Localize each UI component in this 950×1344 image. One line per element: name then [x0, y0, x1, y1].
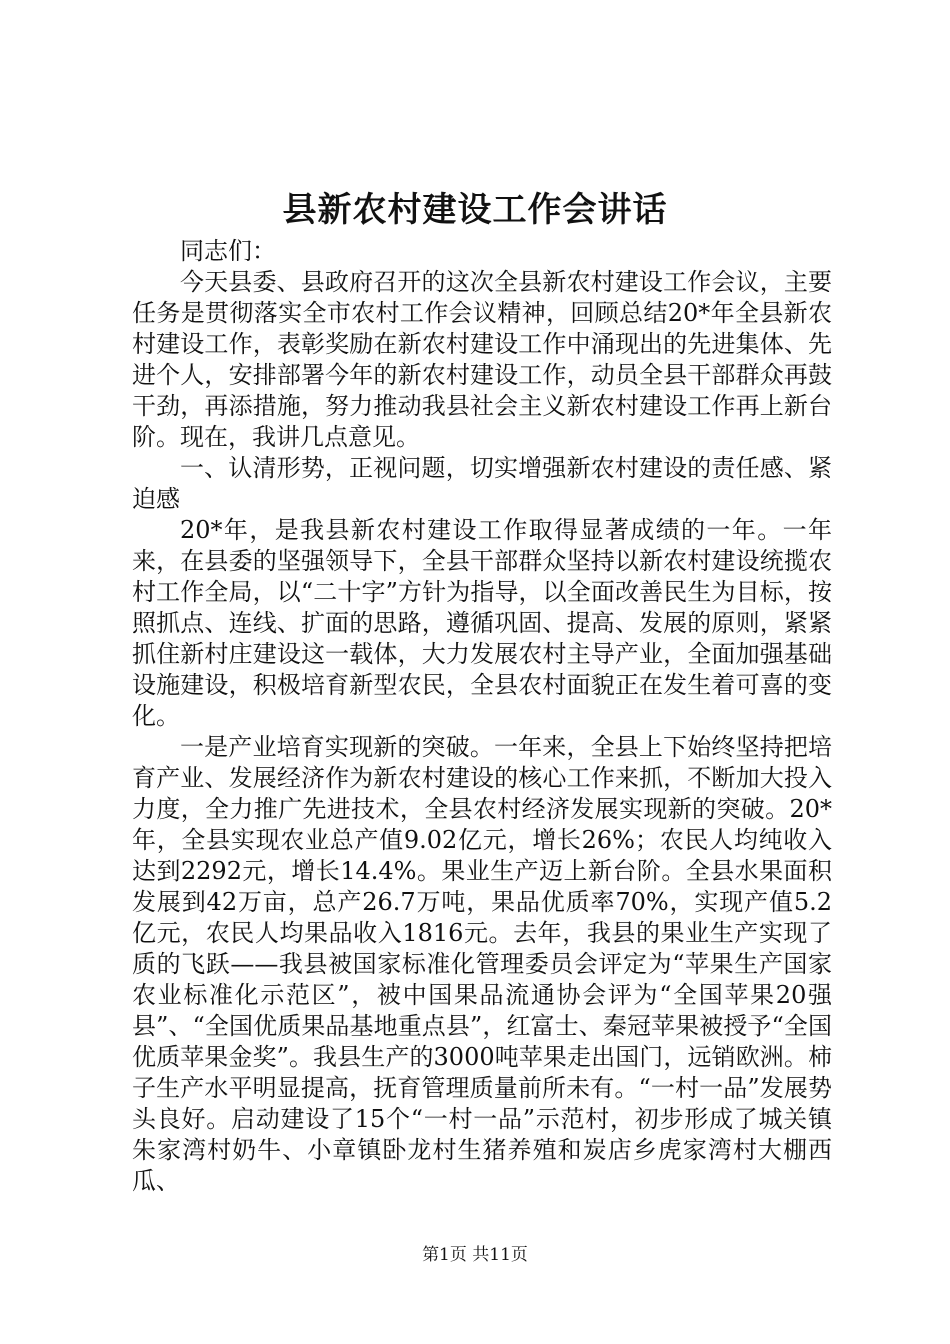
document-title: 县新农村建设工作会讲话 — [282, 190, 668, 230]
salutation-paragraph: 同志们： — [180, 237, 276, 265]
document-body — [132, 236, 832, 1197]
intro-paragraph: 今天县委、县政府召开的这次全县新农村建设工作会议，主要任务是贯彻落实全市农村工作会议精神，回顾总结20*年全县新农村建设工作，表彰奖励在新农村建设工作中涌现出的先进集体、先进个人，安排部署今年的新农村建设工作，动员全县干部群众再鼓干劲，再添措施，努力推动我县社会主义新农村建设工作再上新台阶。现在，我讲几点意见。 — [132, 268, 832, 451]
page-footer: 第1页 共11页 — [422, 1245, 528, 1265]
section-heading: 一、认清形势，正视问题，切实增强新农村建设的责任感、紧迫感 — [132, 454, 832, 513]
summary-paragraph: 20*年，是我县新农村建设工作取得显著成绩的一年。一年来，在县委的坚强领导下，全县干部群众坚持以新农村建设统揽农村工作全局，以“二十字”方针为指导，以全面改善民生为目标，按照抓点、连线、扩面的思路，遵循巩固、提高、发展的原则，紧紧抓住新村庄建设这一载体，大力发展农村主导产业，全面加强基础设施建设，积极培育新型农民，全县农村面貌正在发生着可喜的变化。 — [132, 516, 832, 730]
industry-paragraph: 一是产业培育实现新的突破。一年来，全县上下始终坚持把培育产业、发展经济作为新农村建设的核心工作来抓，不断加大投入力度，全力推广先进技术，全县农村经济发展实现新的突破。20*年，全县实现农业总产值9.02亿元，增长26%；农民人均纯收入达到2292元，增长14.4%。果业生产迈上新台阶。全县水果面积发展到42万亩，总产26.7万吨，果品优质率70%，实现产值5.2亿元，农民人均果品收入1816元。去年，我县的果业生产实现了质的飞跃——我县被国家标准化管理委员会评定为“苹果生产国家农业标准化示范区”，被中国果品流通协会评为“全国苹果20强县”、“全国优质果品基地重点县”，红富士、秦冠苹果被授予“全国优质苹果金奖”。我县生产的3000吨苹果走出国门，远销欧洲。柿子生产水平明显提高，抚育管理质量前所未有。“一村一品”发展势头良好。启动建设了15个“一村一品”示范村，初步形成了城关镇朱家湾村奶牛、小章镇卧龙村生猪养殖和炭店乡虎家湾村大棚西瓜、 — [132, 733, 832, 1195]
